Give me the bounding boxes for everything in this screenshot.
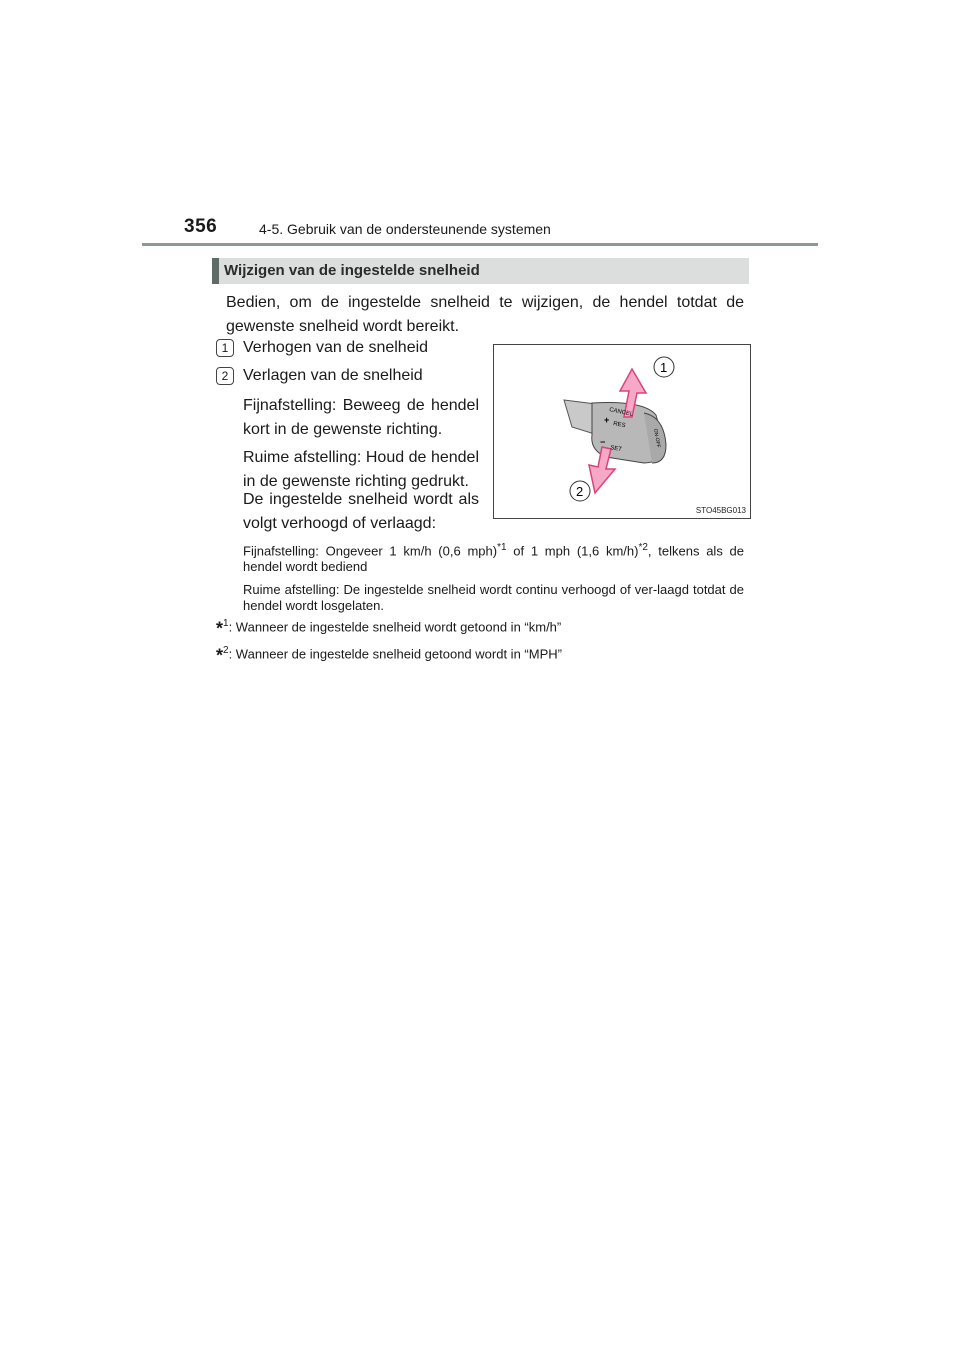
note-fine: Fijnafstelling: Beweeg de hendel kort in de gewenste richting.: [243, 397, 479, 438]
lever-figure: [493, 344, 751, 519]
detail-fine-text: , telkens als de hendel wordt bediend: [243, 543, 745, 575]
callout-2: 2: [576, 484, 584, 499]
note-speed: De ingestelde snelheid wordt als volgt verhoogd of verlaagd:: [243, 491, 479, 532]
footnote-number: 1: [223, 618, 229, 629]
footnote-ref: *1: [497, 542, 507, 553]
intro-paragraph: Bedien, om de ingestelde snelheid te wijzigen, de hendel totdat de gewenste snelheid wordt bereikt.: [226, 294, 744, 335]
lever-label-set: SET: [609, 445, 623, 453]
footnote-2: [216, 645, 562, 666]
lever-label-res: RES: [612, 421, 626, 430]
lever-illustration: [494, 345, 750, 518]
step-label: Verhogen van de snelheid: [243, 339, 429, 357]
footnote-text: : Wanneer de ingestelde snelheid wordt getoond in “km/h”: [228, 619, 562, 635]
callout-1: 1: [660, 360, 668, 375]
step-number-icon: 2: [216, 367, 234, 385]
asterisk: *: [216, 645, 224, 666]
page-number: 356: [184, 216, 218, 237]
step-number-icon: 1: [216, 339, 234, 357]
step-label: Verlagen van de snelheid: [243, 367, 423, 385]
asterisk: *: [216, 618, 224, 639]
note-coarse: Ruime afstelling: Houd de hendel in de gewenste richting gedrukt.: [243, 449, 479, 490]
lever-label-minus: −: [600, 437, 606, 447]
section-title: Wijzigen van de ingestelde snelheid: [224, 262, 480, 279]
figure-code: STO45BG013: [695, 506, 746, 515]
detail-fine: [243, 540, 744, 575]
step-2: [216, 367, 423, 385]
lever-label-plus: +: [604, 415, 610, 425]
chapter-title: 4-5. Gebruik van de ondersteunende systemen: [259, 221, 551, 237]
header-rule: [142, 243, 818, 246]
footnote-text: : Wanneer de ingestelde snelheid getoond wordt in “MPH”: [228, 646, 562, 662]
detail-fine-text: Fijnafstelling: Ongeveer 1 km/h (0,6 mph): [243, 543, 498, 559]
lever-label-cancel: CANCEL: [608, 407, 634, 419]
lever-label-onoff: ON·OFF: [652, 428, 662, 449]
detail-fine-text: of 1 mph (1,6 km/h): [506, 543, 639, 559]
footnote-ref: *2: [638, 542, 648, 553]
detail-coarse: Ruime afstelling: De ingestelde snelheid wordt continu verhoogd of ver-laagd totdat de hendel wordt losgelaten.: [243, 582, 744, 613]
step-1: [216, 339, 428, 357]
footnote-number: 2: [223, 645, 229, 656]
footnote-1: [216, 618, 561, 639]
